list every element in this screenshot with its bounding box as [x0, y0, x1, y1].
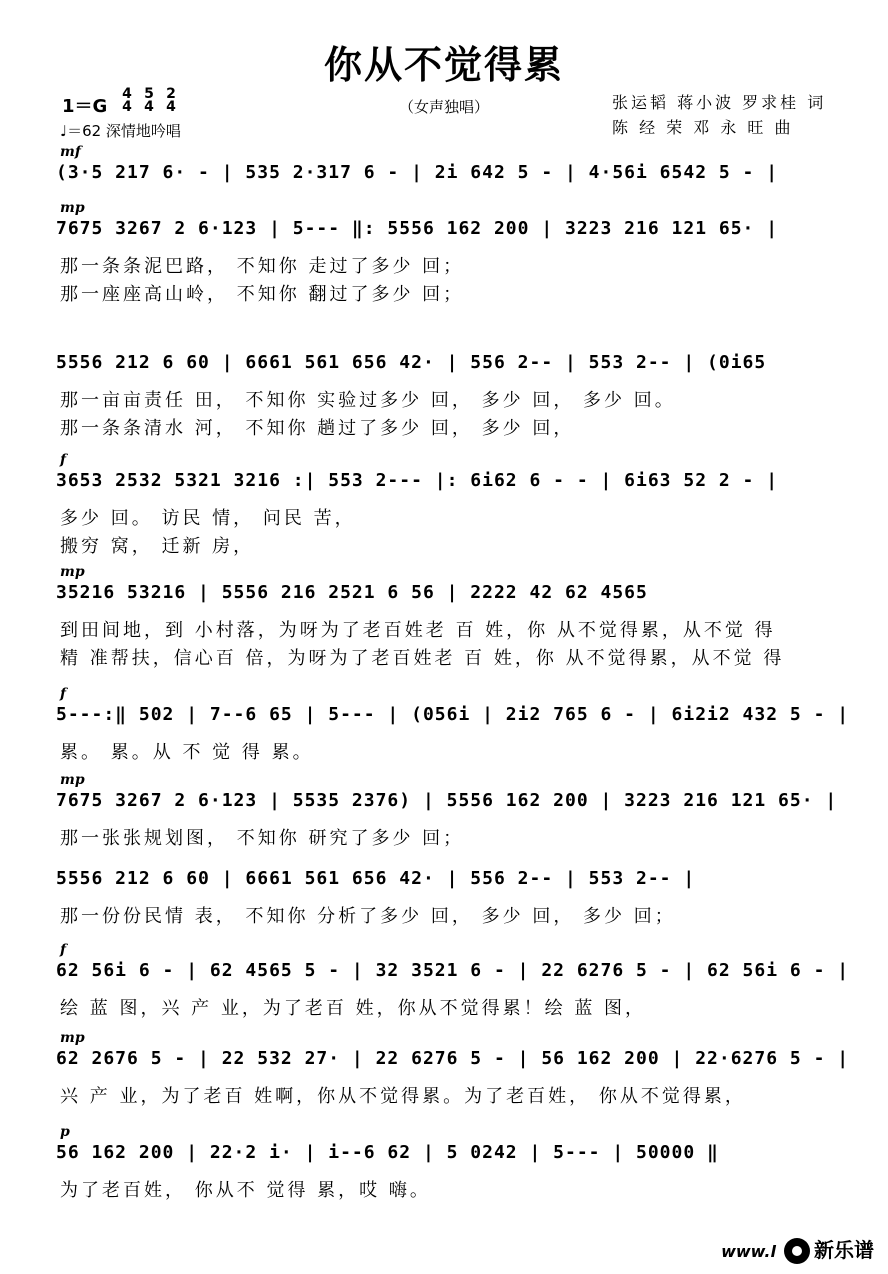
song-title: 你从不觉得累 — [323, 42, 564, 87]
notation-row: (3·5 217 6· - | 535 2·317 6 - | 2i 642 5 - | 4·56i 6542 5 - | — [56, 162, 779, 183]
dynamic-marking: p — [60, 1124, 70, 1140]
notation-row: 62 2676 5 - | 22 532 27· | 22 6276 5 - | 56 162 200 | 22·6276 5 - | — [56, 1048, 850, 1069]
notation-row: 5556 212 6 60 | 6661 561 656 42· | 556 2-- | 553 2-- | (0i65 — [56, 352, 767, 373]
song-subtitle: （女声独唱） — [398, 98, 489, 116]
dynamic-marking: mp — [60, 1030, 85, 1046]
tempo-marking: ♩＝62 深情地吟唱 — [60, 122, 181, 140]
notation-row: 56 162 200 | 22·2 i· | i--6 62 | 5 0242 | 5--- | 50000 ‖ — [56, 1142, 719, 1163]
dynamic-marking: mf — [60, 144, 81, 160]
lyric-line: 那一份份民情 表， 不知你 分析了多少 回， 多少 回， 多少 回； — [60, 906, 676, 927]
credits — [612, 90, 826, 140]
notation-row: 7675 3267 2 6·123 | 5--- ‖: 5556 162 200 | 3223 216 121 65· | — [56, 218, 779, 239]
dynamic-marking: mp — [60, 772, 85, 788]
composer-credit: 陈 经 荣 邓 永 旺 曲 — [612, 118, 794, 137]
record-logo-icon — [784, 1238, 810, 1264]
dynamic-marking: mp — [60, 200, 85, 216]
footer-url: www.l — [721, 1241, 776, 1261]
lyric-line: 为了老百姓， 你从不 觉得 累，哎 嗨。 — [60, 1180, 431, 1201]
meter-3: 2 4 — [166, 86, 176, 115]
dynamic-marking: f — [60, 452, 67, 468]
footer — [721, 1234, 874, 1265]
lyric-line: 兴 产 业，为了老百 姓啊，你从不觉得累。为了老百姓， 你从不觉得累， — [60, 1086, 746, 1107]
notation-row: 35216 53216 | 5556 216 2521 6 56 | 2222 42 62 4565 — [56, 582, 648, 603]
lyric-line: 那一座座高山岭， 不知你 翻过了多少 回； — [60, 284, 465, 305]
lyric-line: 累。 累。从 不 觉 得 累。 — [60, 742, 314, 763]
dynamic-marking: f — [60, 942, 67, 958]
notation-row: 7675 3267 2 6·123 | 5535 2376) | 5556 162 200 | 3223 216 121 65· | — [56, 790, 838, 811]
lyricist-credit: 张运韬 蒋小波 罗求桂 词 — [612, 93, 827, 112]
lyric-line: 那一亩亩责任 田， 不知你 实验过多少 回， 多少 回， 多少 回。 — [60, 390, 676, 411]
lyric-line: 到田间地，到 小村落，为呀为了老百姓老 百 姓，你 从不觉得累，从不觉 得 — [60, 620, 776, 641]
dynamic-marking: f — [60, 686, 67, 702]
meter-2: 5 4 — [144, 86, 154, 115]
notation-row: 62 56i 6 - | 62 4565 5 - | 32 3521 6 - | 22 6276 5 - | 62 56i 6 - | — [56, 960, 850, 981]
notation-row: 5556 212 6 60 | 6661 561 656 42· | 556 2-- | 553 2-- | — [56, 868, 696, 889]
lyric-line: 精 准帮扶，信心百 倍，为呀为了老百姓老 百 姓，你 从不觉得累，从不觉 得 — [60, 648, 785, 669]
dynamic-marking: mp — [60, 564, 85, 580]
notation-row: 3653 2532 5321 3216 :| 553 2--- |: 6i62 6 - - | 6i63 52 2 - | — [56, 470, 779, 491]
key-signature: 1＝G — [62, 96, 108, 117]
footer-brand: 新乐谱 — [814, 1237, 874, 1262]
meter-1: 4 4 — [122, 86, 132, 115]
lyric-line: 搬穷 窝， 迁新 房， — [60, 536, 255, 557]
lyric-line: 多少 回。 访民 情， 问民 苦， — [60, 508, 356, 529]
lyric-line: 绘 蓝 图，兴 产 业，为了老百 姓，你从不觉得累！绘 蓝 图， — [60, 998, 647, 1019]
lyric-line: 那一条条清水 河， 不知你 趟过了多少 回， 多少 回， — [60, 418, 575, 439]
lyric-line: 那一张张规划图， 不知你 研究了多少 回； — [60, 828, 465, 849]
lyric-line: 那一条条泥巴路， 不知你 走过了多少 回； — [60, 256, 465, 277]
time-signatures — [118, 88, 184, 114]
notation-row: 5---:‖ 502 | 7--6 65 | 5--- | (056i | 2i2 765 6 - | 6i2i2 432 5 - | — [56, 704, 850, 725]
